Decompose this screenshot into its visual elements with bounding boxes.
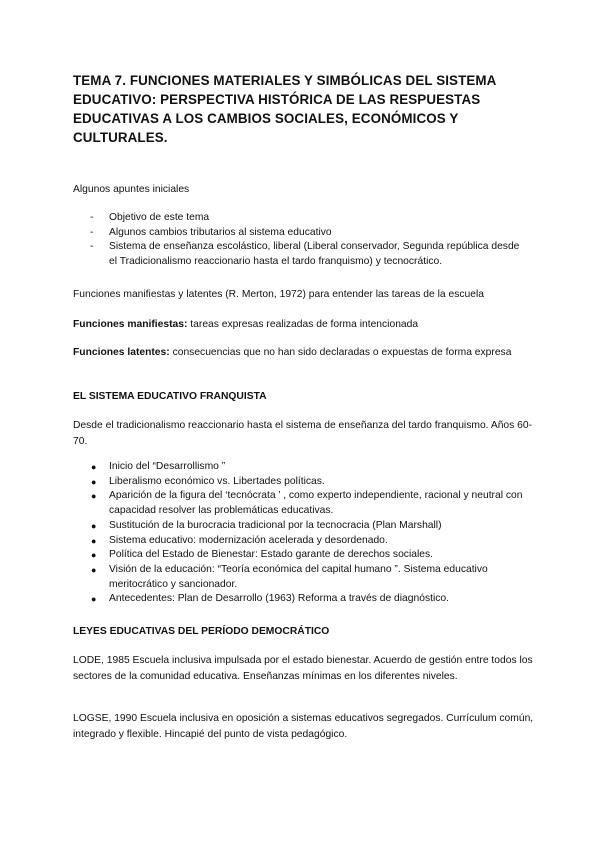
document-title: TEMA 7. FUNCIONES MATERIALES Y SIMBÓLICAS DEL SISTEMA EDUCATIVO: PERSPECTIVA HISTÓRICA DE LAS RESPUESTAS EDUCATIVAS A LOS CAMBIOS SOCIALES, ECONÓMICOS Y CULTURALES. (73, 73, 496, 145)
list-item: ● Visión de la educación: “Teoría económica del capital humano ”. Sistema educativo meritocrático y sancionador. (91, 563, 488, 590)
latent-text: consecuencias que no han sido declaradas o expuestas de forma expresa (169, 347, 512, 358)
list-item: ● Política del Estado de Bienestar: Estado garante de derechos sociales. (90, 548, 530, 563)
franquista-heading: EL SISTEMA EDUCATIVO FRANQUISTA (73, 391, 267, 402)
bullet-marker: ● (91, 535, 97, 546)
bullet-marker: ● (91, 520, 97, 531)
bullet-marker: ● (91, 491, 97, 502)
latent-functions (73, 345, 543, 361)
lode-paragraph: LODE, 1985 Escuela inclusiva impulsada por el estado bienestar. Acuerdo de gestión entre todos los sectores de la comunidad educativa. Enseñanzas mínimas en los diferentes niveles. (73, 655, 533, 682)
list-item: - Sistema de enseñanza escolástico, liberal (Liberal conservador, Segunda república desde el Tradicionalismo reaccionario hasta el tardo franquismo) y tecnocrático. (90, 241, 520, 268)
bullet-marker: ● (91, 550, 97, 561)
manifest-text: tareas expresas realizadas de forma intencionada (187, 319, 419, 330)
latent-label: Funciones latentes: (73, 347, 170, 358)
manifest-functions (73, 317, 543, 333)
list-item: - Algunos cambios tributarios al sistema educativo (90, 226, 530, 241)
franquista-list (90, 460, 530, 607)
bullet-marker: ● (91, 594, 97, 605)
franquista-paragraph: Desde el tradicionalismo reaccionario hasta el sistema de enseñanza del tardo franquismo. Años 60-70. (73, 420, 533, 447)
list-item: ● Aparición de la figura del ‘tecnócrata ’ , como experto independiente, racional y neutral con capacidad resolver las problemáticas educativas. (91, 490, 523, 517)
list-item: - Objetivo de este tema (90, 211, 530, 226)
manifest-label: Funciones manifiestas: (73, 319, 188, 330)
logse-paragraph: LOGSE, 1990 Escuela inclusiva en oposición a sistemas educativos segregados. Currículum común, integrado y flexible. Hincapié del punto de vista pedagógico. (73, 713, 534, 740)
list-item: ● Inicio del “Desarrollismo ” (90, 460, 530, 475)
bullet-marker: ● (91, 476, 97, 487)
list-item: ● Antecedentes: Plan de Desarrollo (1963) Reforma a través de diagnóstico. (90, 592, 530, 607)
list-item: ● Liberalismo económico vs. Libertades políticas. (90, 475, 530, 490)
bullet-marker: ● (91, 564, 97, 575)
list-item: ● Sistema educativo: modernización acelerada y desordenado. (90, 534, 530, 549)
dash-marker: - (90, 241, 94, 253)
bullet-marker: ● (91, 462, 97, 472)
intro-text: Algunos apuntes iniciales (73, 184, 190, 195)
dash-marker: - (90, 212, 94, 223)
functions-intro: Funciones manifiestas y latentes (R. Merton, 1972) para entender las tareas de la escuela (73, 289, 484, 300)
intro-list (90, 211, 530, 270)
dash-marker: - (90, 226, 94, 238)
democratico-heading: LEYES EDUCATIVAS DEL PERÍODO DEMOCRÁTICO (73, 626, 330, 637)
list-item: ● Sustitución de la burocracia tradicional por la tecnocracia (Plan Marshall) (90, 519, 530, 534)
